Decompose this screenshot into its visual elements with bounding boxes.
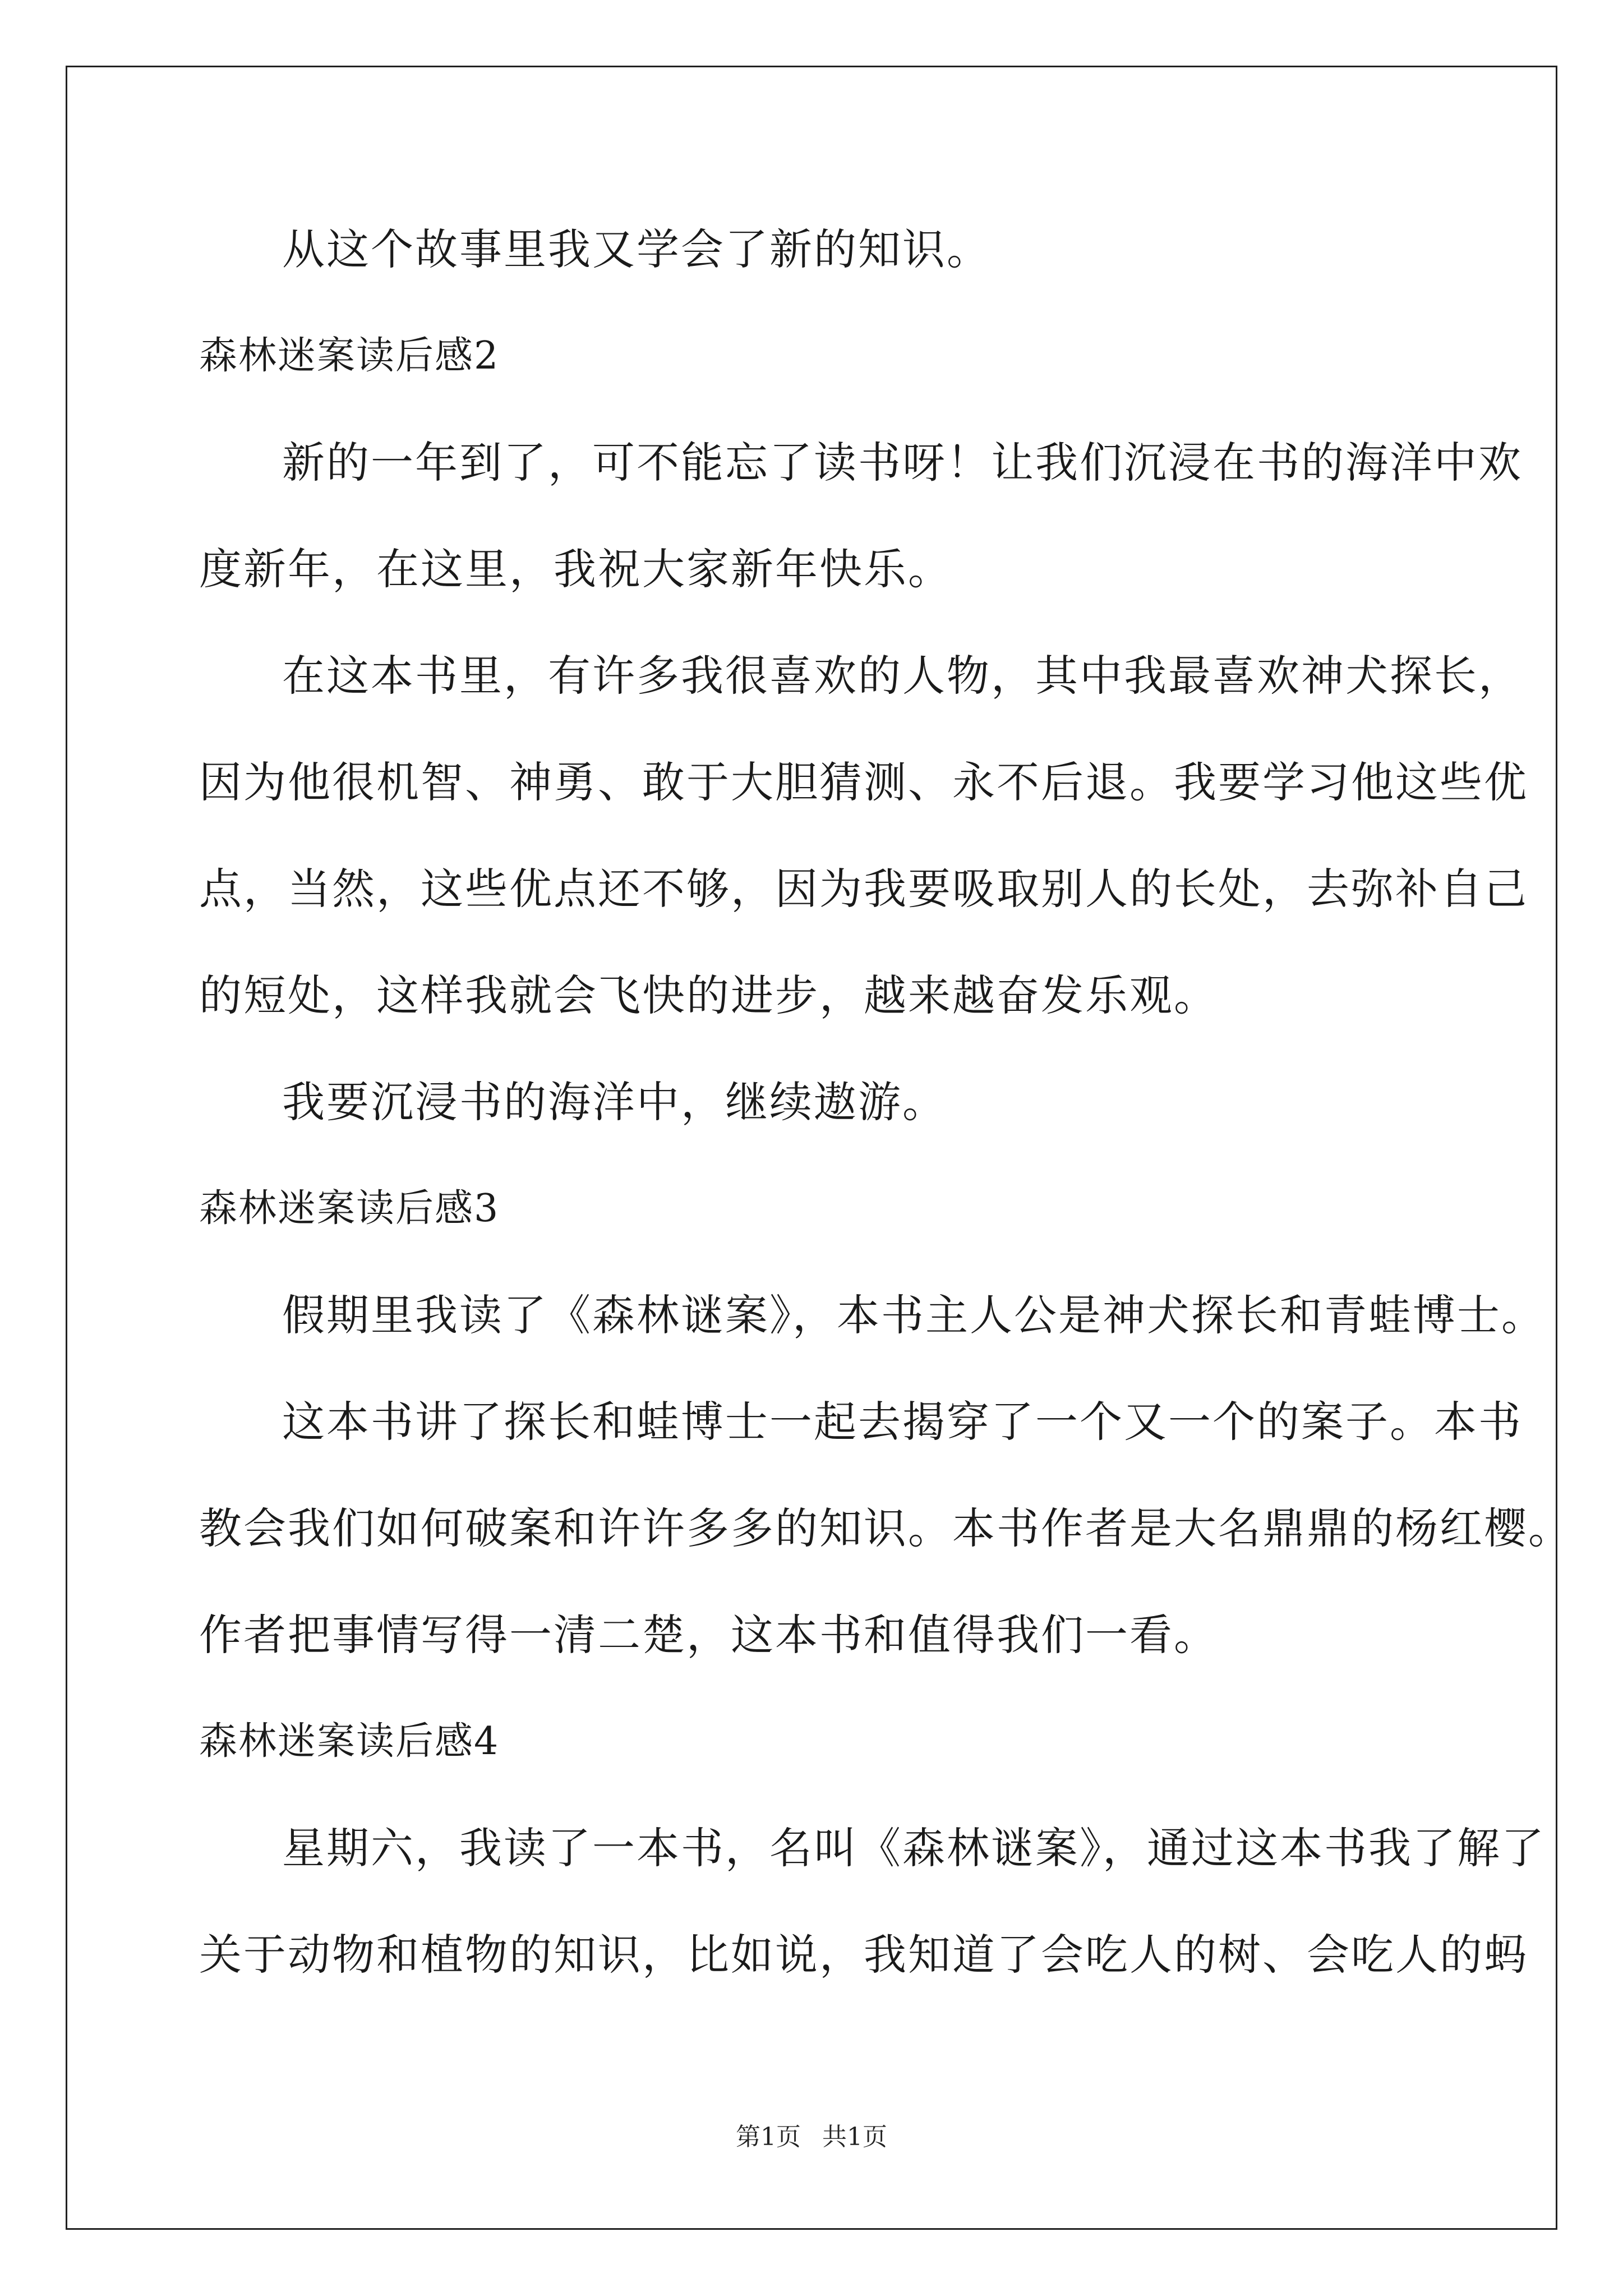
section-heading: 森林迷案读后感2 — [199, 334, 500, 378]
paragraph-line: 假期里我读了《森林谜案》，本书主人公是神犬探长和青蛙博士。 — [282, 1290, 1546, 1340]
paragraph-line: 点，当然，这些优点还不够，因为我要吸取别人的长处，去弥补自己 — [199, 864, 1528, 914]
paragraph-line: 关于动物和植物的知识，比如说，我知道了会吃人的树、会吃人的蚂 — [199, 1930, 1528, 1980]
paragraph-line: 从这个故事里我又学会了新的知识。 — [282, 224, 991, 274]
paragraph-line: 的短处，这样我就会飞快的进步，越来越奋发乐观。 — [199, 970, 1218, 1020]
paragraph-line: 我要沉浸书的海洋中，继续遨游。 — [282, 1077, 947, 1127]
page-total: 共1页 — [822, 2123, 887, 2151]
page-number: 第1页 — [736, 2123, 801, 2151]
page-border — [66, 66, 1557, 2230]
paragraph-line: 度新年，在这里，我祝大家新年快乐。 — [199, 544, 952, 594]
paragraph-line: 这本书讲了探长和蛙博士一起去揭穿了一个又一个的案子。本书 — [282, 1397, 1523, 1447]
paragraph-line: 因为他很机智、神勇、敢于大胆猜测、永不后退。我要学习他这些优 — [199, 757, 1528, 807]
section-heading: 森林迷案读后感4 — [199, 1719, 500, 1764]
paragraph-line: 教会我们如何破案和许许多多的知识。本书作者是大名鼎鼎的杨红樱。 — [199, 1503, 1573, 1553]
paragraph-line: 星期六，我读了一本书，名叫《森林谜案》，通过这本书我了解了 — [282, 1823, 1546, 1873]
section-heading: 森林迷案读后感3 — [199, 1186, 500, 1231]
page-footer — [0, 2120, 1623, 2154]
paragraph-line: 作者把事情写得一清二楚，这本书和值得我们一看。 — [199, 1610, 1218, 1660]
paragraph-line: 新的一年到了，可不能忘了读书呀！让我们沉浸在书的海洋中欢 — [282, 438, 1523, 487]
paragraph-line: 在这本书里，有许多我很喜欢的人物，其中我最喜欢神犬探长， — [282, 651, 1523, 701]
